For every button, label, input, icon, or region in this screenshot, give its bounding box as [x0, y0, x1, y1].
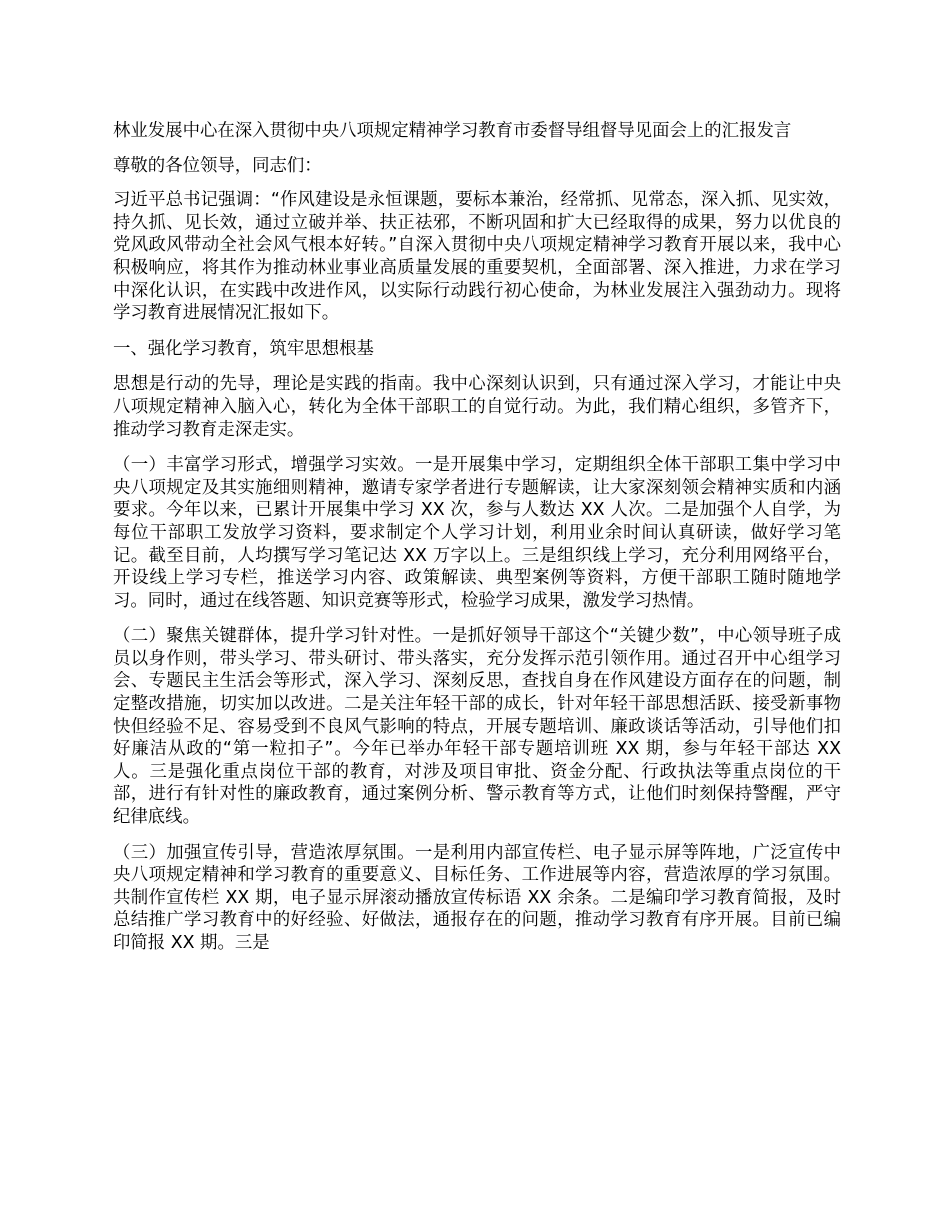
section-heading-1: 一、强化学习教育，筑牢思想根基: [113, 338, 374, 359]
section-1-intro-paragraph: 思想是行动的先导，理论是实践的指南。我中心深刻认识到，只有通过深入学习，才能让中央八项规定精神入脑入心，转化为全体干部职工的自觉行动。为此，我们精心组织，多管齐下，推动学习教育走深走实。: [113, 374, 841, 440]
section-1-item-1-paragraph: （一）丰富学习形式，增强学习实效。一是开展集中学习，定期组织全体干部职工集中学习中央八项规定及其实施细则精神，邀请专家学者进行专题解读，让大家深刻领会精神实质和内涵要求。今年以来，已累计开展集中学习 XX 次，参与人数达 XX 人次。二是加强个人自学，为每位干部职工发放学习资料，要求制定个人学习计划，利用业余时间认真研读，做好学习笔记。截至目前，人均撰写学习笔记达 XX 万字以上。三是组织线上学习，充分利用网络平台，开设线上学习专栏，推送学习内容、政策解读、典型案例等资料，方便干部职工随时随地学习。同时，通过在线答题、知识竞赛等形式，检验学习成果，激发学习热情。: [113, 455, 841, 611]
intro-paragraph: 习近平总书记强调：“作风建设是永恒课题，要标本兼治，经常抓、见常态，深入抓、见实效，持久抓、见长效，通过立破并举、扶正祛邪，不断巩固和扩大已经取得的成果，努力以优良的党风政风带动全社会风气根本好转。”自深入贯彻中央八项规定精神学习教育开展以来，我中心积极响应，将其作为推动林业事业高质量发展的重要契机，全面部署、深入推进，力求在学习中深化认识，在实践中改进作风，以实际行动践行初心使命，为林业发展注入强劲动力。现将学习教育进展情况汇报如下。: [113, 190, 841, 324]
section-1-item-3-paragraph: （三）加强宣传引导，营造浓厚氛围。一是利用内部宣传栏、电子显示屏等阵地，广泛宣传中央八项规定精神和学习教育的重要意义、目标任务、工作进展等内容，营造浓厚的学习氛围。共制作宣传栏 XX 期，电子显示屏滚动播放宣传标语 XX 余条。二是编印学习教育简报，及时总结推广学习教育中的好经验、好做法，通报存在的问题，推动学习教育有序开展。目前已编印简报 XX 期。三是: [113, 842, 841, 953]
document-title: 林业发展中心在深入贯彻中央八项规定精神学习教育市委督导组督导见面会上的汇报发言: [113, 121, 792, 141]
section-1-item-2-paragraph: （二）聚焦关键群体，提升学习针对性。一是抓好领导干部这个“关键少数”，中心领导班子成员以身作则，带头学习、带头研讨、带头落实，充分发挥示范引领作用。通过召开中心组学习会、专题民主生活会等形式，深入学习、深刻反思，查找自身在作风建设方面存在的问题，制定整改措施，切实加以改进。二是关注年轻干部的成长，针对年轻干部思想活跃、接受新事物快但经验不足、容易受到不良风气影响的特点，开展专题培训、廉政谈话等活动，引导他们扣好廉洁从政的“第一粒扣子”。今年已举办年轻干部专题培训班 XX 期，参与年轻干部达 XX 人。三是强化重点岗位干部的教育，对涉及项目审批、资金分配、行政执法等重点岗位的干部，进行有针对性的廉政教育，通过案例分析、警示教育等方式，让他们时刻保持警醒，严守纪律底线。: [113, 626, 841, 828]
document-page: [113, 120, 841, 968]
salutation: 尊敬的各位领导，同志们：: [113, 155, 322, 176]
